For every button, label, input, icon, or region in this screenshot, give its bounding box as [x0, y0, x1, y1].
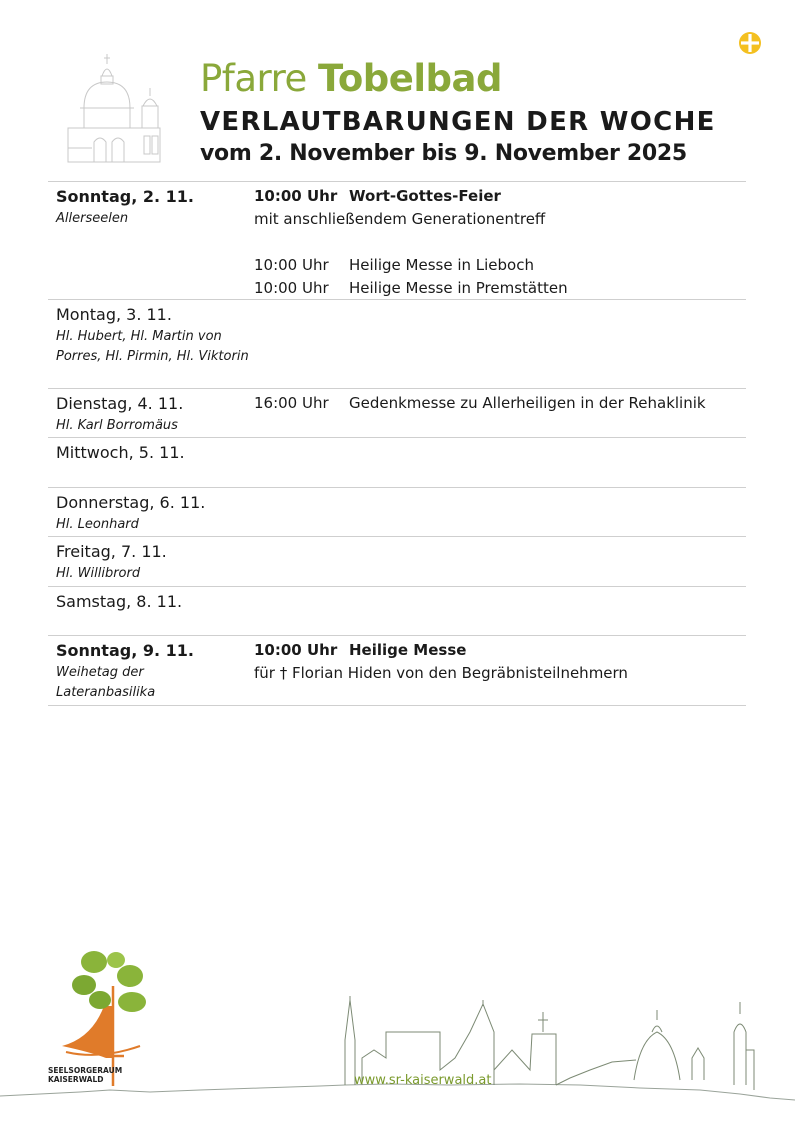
- day-cell: [48, 182, 254, 299]
- event-title: Gedenkmesse zu Allerheiligen in der Rehaklinik: [349, 394, 706, 412]
- event-entry: [254, 392, 746, 415]
- day-row: [48, 389, 746, 438]
- events-cell: [254, 300, 746, 388]
- feast-day: Allerseelen: [56, 211, 129, 226]
- events-cell: [254, 389, 746, 437]
- day-row: [48, 438, 746, 488]
- day-cell: [48, 488, 254, 536]
- event-note: mit anschließendem Generationentreff: [254, 210, 546, 228]
- event-note: für † Florian Hiden von den Begräbnisteilnehmern: [254, 664, 628, 682]
- event-title: Wort-Gottes-Feier: [349, 187, 501, 205]
- day-name: Sonntag, 2. 11.: [56, 187, 194, 206]
- feast-day: Hl. Karl Borromäus: [56, 418, 178, 433]
- feast-day: Hl. Hubert, Hl. Martin von Porres, Hl. Pirmin, Hl. Viktorin: [56, 329, 249, 364]
- church-drawing-icon: [64, 52, 164, 164]
- day-row: [48, 488, 746, 537]
- day-cell: [48, 587, 254, 635]
- day-cell: [48, 537, 254, 586]
- events-cell: [254, 537, 746, 586]
- events-cell: [254, 636, 746, 705]
- day-cell: [48, 438, 254, 487]
- event-entry: [254, 254, 746, 277]
- events-cell: [254, 488, 746, 536]
- seal-caption: SEELSORGERAUM KAISERWALD: [48, 1066, 123, 1084]
- footer-skyline-illustration: [0, 940, 795, 1124]
- event-time: 10:00 Uhr: [254, 187, 338, 205]
- event-entry: [254, 277, 746, 300]
- page-header: [200, 58, 760, 168]
- feast-day: Hl. Willibrord: [56, 566, 141, 581]
- events-cell: [254, 182, 746, 299]
- feast-day: Weihetag der Lateranbasilika: [56, 665, 156, 700]
- day-name: Samstag, 8. 11.: [56, 592, 183, 611]
- weekly-schedule: [48, 181, 746, 706]
- day-cell: [48, 389, 254, 437]
- day-cell: [48, 636, 254, 705]
- page-title: VERLAUTBARUNGEN DER WOCHE: [200, 107, 716, 137]
- events-cell: [254, 438, 746, 487]
- day-name: Montag, 3. 11.: [56, 305, 172, 324]
- day-name: Sonntag, 9. 11.: [56, 641, 194, 660]
- event-entry: [254, 185, 746, 208]
- day-row: [48, 587, 746, 636]
- event-title: Heilige Messe in Lieboch: [349, 256, 534, 274]
- event-time: 10:00 Uhr: [254, 641, 338, 659]
- day-row: [48, 182, 746, 300]
- date-range: vom 2. November bis 9. November 2025: [200, 141, 687, 166]
- day-name: Mittwoch, 5. 11.: [56, 443, 185, 462]
- day-row: [48, 300, 746, 389]
- day-name: Dienstag, 4. 11.: [56, 394, 184, 413]
- day-name: Donnerstag, 6. 11.: [56, 493, 206, 512]
- event-time: 16:00 Uhr: [254, 394, 329, 412]
- website-link[interactable]: www.sr-kaiserwald.at: [354, 1073, 492, 1088]
- event-title: Heilige Messe: [349, 641, 467, 659]
- day-cell: [48, 300, 254, 388]
- event-title: Heilige Messe in Premstätten: [349, 279, 568, 297]
- parish-name: Pfarre Tobelbad: [200, 57, 502, 100]
- events-cell: [254, 587, 746, 635]
- feast-day: Hl. Leonhard: [56, 517, 139, 532]
- event-time: 10:00 Uhr: [254, 256, 329, 274]
- day-name: Freitag, 7. 11.: [56, 542, 167, 561]
- event-time: 10:00 Uhr: [254, 279, 329, 297]
- diocese-logo-icon: [739, 32, 761, 54]
- day-row: [48, 636, 746, 706]
- day-row: [48, 537, 746, 587]
- event-entry: [254, 639, 746, 662]
